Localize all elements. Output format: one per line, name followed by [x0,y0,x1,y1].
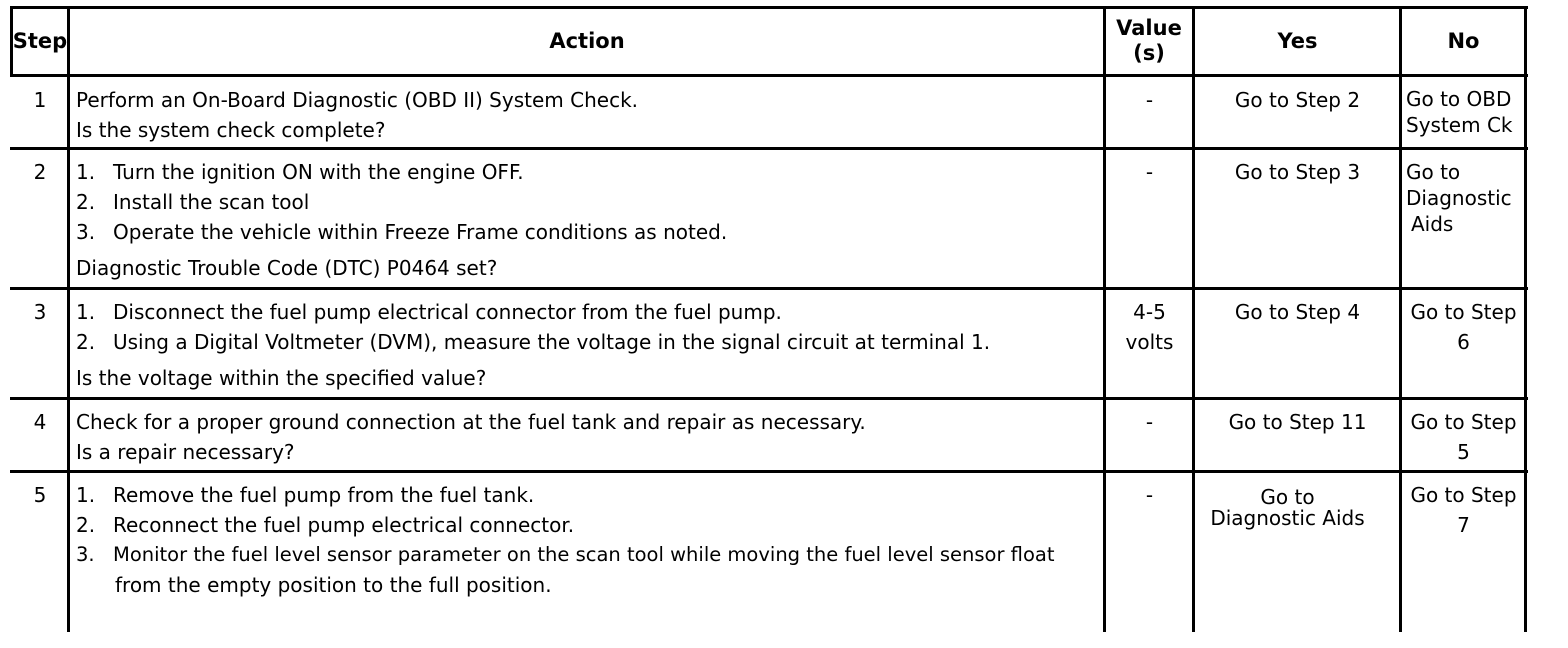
step-number: 2 [33,160,47,184]
no-cell [1402,407,1525,467]
no-cell [1406,86,1512,138]
yes-cell: Go to Step 11 [1228,410,1367,434]
list-text: Turn the ignition ON with the engine OFF. [113,160,524,184]
header-yes: Yes [1277,28,1318,53]
value-cell: - [1145,160,1154,184]
list-text: Remove the fuel pump from the fuel tank. [113,483,535,507]
list-item-continuation: from the empty position to the full position. [115,573,552,597]
list-number: 1. [76,483,96,507]
value-line: volts [1125,330,1174,354]
value-cell [1106,297,1193,357]
list-item [76,480,1054,510]
no-line: Diagnostic [1406,186,1512,210]
no-line: Go to [1406,160,1461,184]
row-divider [10,397,1528,400]
list-number: 2. [76,330,96,354]
no-line: 7 [1457,513,1470,537]
list-item [76,187,727,217]
no-cell [1402,480,1525,540]
value-cell: - [1145,88,1154,112]
action-line: Perform an On-Board Diagnostic (OBD II) System Check. [76,88,639,112]
yes-cell: Go to Step 4 [1234,300,1361,324]
list-number: 3. [76,220,96,244]
no-line: System Ck [1406,113,1513,137]
header-no: No [1447,28,1480,53]
no-line: Go to Step [1410,483,1517,507]
no-line: 6 [1457,330,1470,354]
action-question: Is a repair necessary? [76,440,295,464]
row-divider [10,287,1528,290]
list-text: Reconnect the fuel pump electrical connector. [113,513,575,537]
header-step: Step [12,28,68,53]
list-text: Install the scan tool [113,190,310,214]
list-item [76,540,1054,570]
list-text: Using a Digital Voltmeter (DVM), measure the voltage in the signal circuit at terminal 1. [113,330,991,354]
yes-cell: Go to Step 3 [1234,160,1361,184]
no-line: Go to Step [1410,410,1517,434]
value-cell: - [1145,410,1154,434]
action-question: Is the voltage within the specified value? [76,366,487,390]
action-question: Diagnostic Trouble Code (DTC) P0464 set? [76,256,498,280]
action-cell [76,297,990,393]
no-cell [1402,297,1525,357]
yes-cell: Go to Step 2 [1234,88,1361,112]
list-number: 2. [76,190,96,214]
step-number: 1 [33,88,47,112]
action-question: Is the system check complete? [76,118,386,142]
action-cell [76,85,638,145]
step-number: 5 [33,483,47,507]
list-item [76,157,727,187]
list-item [76,327,990,357]
list-item [76,217,727,247]
action-cell [76,157,727,283]
no-line: Go to Step [1410,300,1517,324]
row-divider [10,147,1528,150]
step-number: 3 [33,300,47,324]
no-line: Aids [1411,212,1454,236]
yes-line: Diagnostic Aids [1210,506,1365,530]
value-cell: - [1145,483,1154,507]
step-number: 4 [33,410,47,434]
value-line: 4-5 [1133,300,1166,324]
action-line: Check for a proper ground connection at the fuel tank and repair as necessary. [76,410,866,434]
action-cell [76,407,866,467]
header-value: Value (s) [1116,16,1182,65]
no-cell [1406,159,1512,237]
yes-cell [1195,487,1380,529]
list-text: Disconnect the fuel pump electrical connector from the fuel pump. [113,300,782,324]
list-text: Operate the vehicle within Freeze Frame conditions as noted. [113,220,728,244]
no-line: Go to OBD [1406,87,1512,111]
list-item [76,510,1054,540]
list-number: 1. [76,300,96,324]
row-divider [10,470,1528,473]
list-number: 3. [76,543,95,566]
list-item [76,297,990,327]
action-cell [76,480,1054,600]
list-text: Monitor the fuel level sensor parameter on the scan tool while moving the fuel level sensor float [113,543,1055,566]
list-number: 1. [76,160,96,184]
header-action: Action [549,28,625,53]
yes-line: Go to [1260,485,1315,509]
list-number: 2. [76,513,96,537]
no-line: 5 [1457,440,1470,464]
